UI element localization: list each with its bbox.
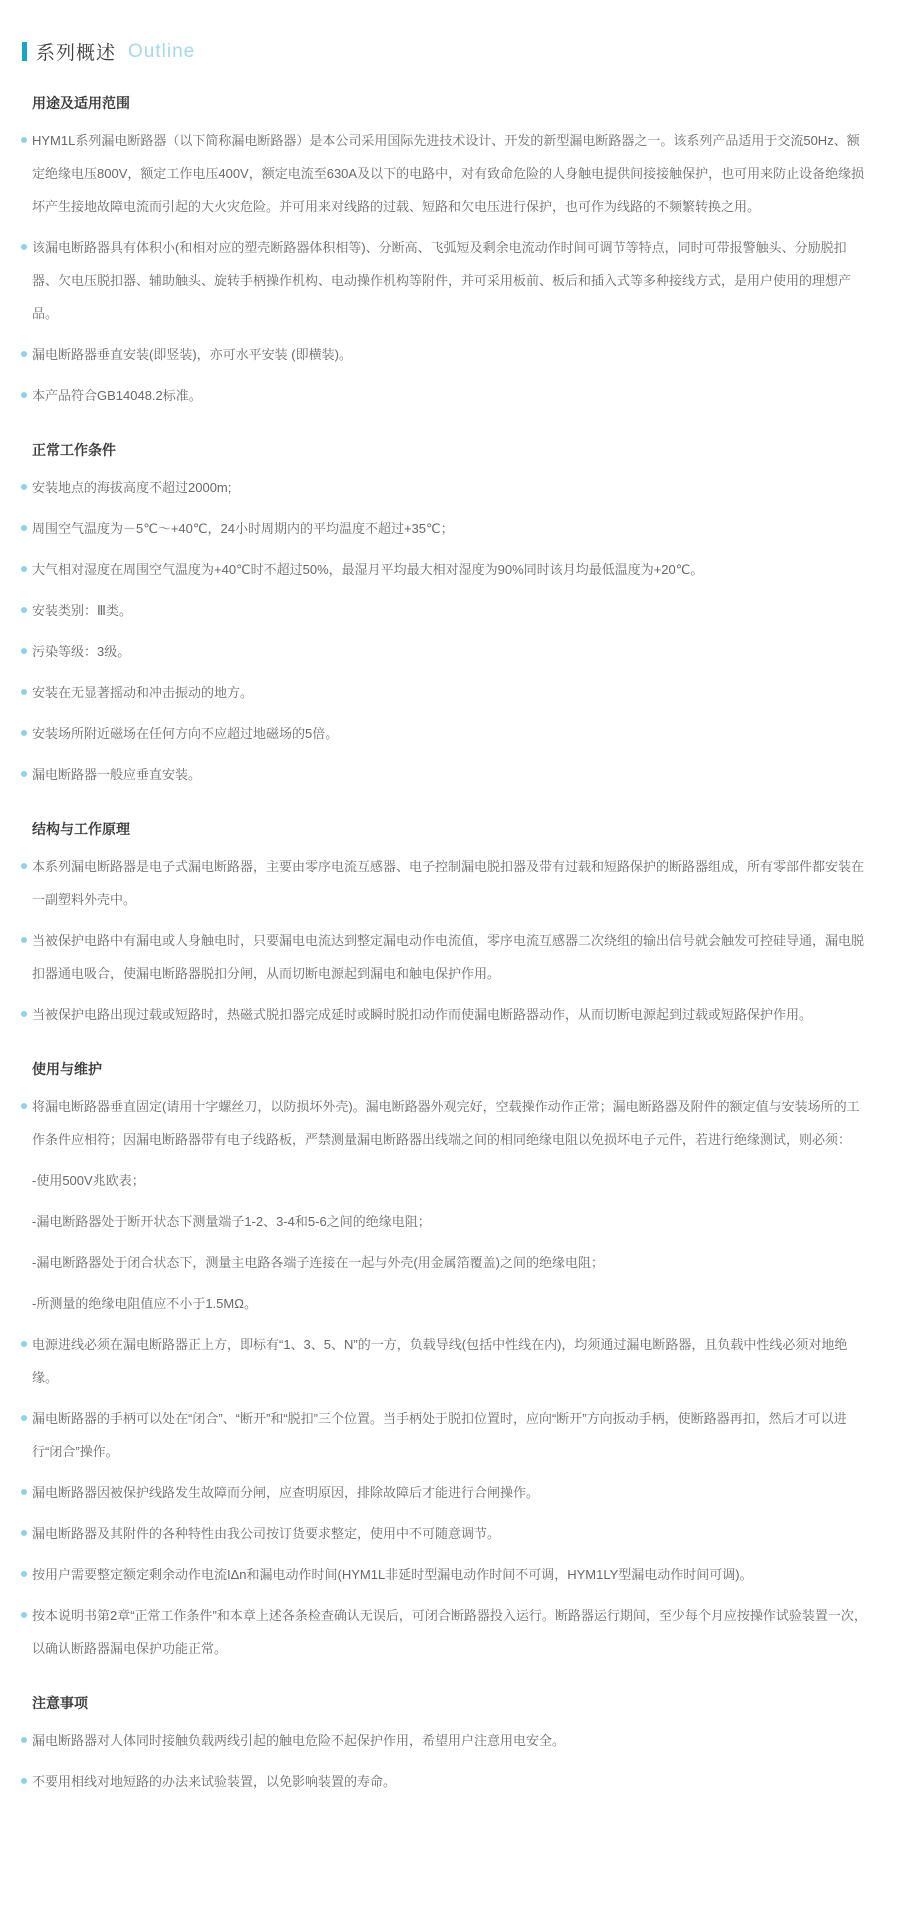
- bullet-icon: [21, 137, 27, 143]
- paragraph-text: 漏电断路器因被保护线路发生故障而分闸，应查明原因，排除故障后才能进行合闸操作。: [32, 1485, 540, 1500]
- section-heading: 正常工作条件: [32, 442, 116, 458]
- bullet-icon: [21, 1778, 27, 1784]
- sections-container: [22, 92, 868, 1798]
- bullet-item: [32, 1724, 868, 1757]
- bullet-item: [32, 1517, 868, 1550]
- paragraph-text: 安装场所附近磁场在任何方向不应超过地磁场的5倍。: [32, 726, 339, 741]
- bullet-icon: [21, 1612, 27, 1618]
- paragraph-text: 漏电断路器一般应垂直安装。: [32, 767, 202, 782]
- paragraph-text: 当被保护电路中有漏电或人身触电时，只要漏电电流达到整定漏电动作电流值，零序电流互感器二次绕组的输出信号就会触发可控硅导通，漏电脱扣器通电吸合，使漏电断路器脱扣分闸，从而切断电源起到漏电和触电保护作用。: [32, 933, 865, 981]
- paragraph-text: 电源进线必须在漏电断路器正上方，即标有“1、3、5、N”的一方，负载导线(包括中性线在内)，均须通过漏电断路器，且负载中性线必须对地绝缘。: [32, 1337, 848, 1385]
- bullet-item: [32, 717, 868, 750]
- bullet-icon: [21, 771, 27, 777]
- paragraph-text: 本产品符合GB14048.2标准。: [32, 388, 202, 403]
- bullet-icon: [21, 525, 27, 531]
- paragraph-text: 漏电断路器及其附件的各种特性由我公司按订货要求整定，使用中不可随意调节。: [32, 1526, 501, 1541]
- bullet-item: [32, 1090, 868, 1156]
- sub-line: [32, 1205, 868, 1238]
- bullet-item: [32, 379, 868, 412]
- bullet-icon: [21, 1341, 27, 1347]
- bullet-icon: [21, 1103, 27, 1109]
- bullet-icon: [21, 566, 27, 572]
- sub-line: [32, 1164, 868, 1197]
- paragraph-text: 漏电断路器对人体同时接触负载两线引起的触电危险不起保护作用，希望用户注意用电安全。: [32, 1733, 566, 1748]
- bullet-item: [32, 1476, 868, 1509]
- page-title: [22, 38, 868, 65]
- sub-line: [32, 1287, 868, 1320]
- bullet-item: [32, 1402, 868, 1468]
- paragraph-text: 本系列漏电断路器是电子式漏电断路器，主要由零序电流互感器、电子控制漏电脱扣器及带有过载和短路保护的断路器组成，所有零部件都安装在一副塑料外壳中。: [32, 859, 865, 907]
- bullet-item: [32, 231, 868, 330]
- paragraph-text: 安装在无显著摇动和冲击振动的地方。: [32, 685, 254, 700]
- paragraph-text: 不要用相线对地短路的办法来试验装置，以免影响装置的寿命。: [32, 1774, 397, 1789]
- paragraph-text: -漏电断路器处于断开状态下测量端子1-2、3-4和5-6之间的绝缘电阻；: [32, 1214, 431, 1229]
- bullet-icon: [21, 607, 27, 613]
- section-heading: 用途及适用范围: [32, 95, 130, 111]
- section-heading: 使用与维护: [32, 1061, 102, 1077]
- paragraph-text: HYM1L系列漏电断路器（以下简称漏电断路器）是本公司采用国际先进技术设计、开发的新型漏电断路器之一。该系列产品适用于交流50Hz、额定绝缘电压800V，额定工作电压400V，额定电流至630A及以下的电路中，对有致命危险的人身触电提供间接接触保护，也可用来防止设备绝缘损坏产生接地故障电流而引起的大火灾危险。并可用来对线路的过载、短路和欠电压进行保护，也可作为线路的不频繁转换之用。: [32, 133, 865, 214]
- section-heading: 结构与工作原理: [32, 821, 130, 837]
- bullet-icon: [21, 689, 27, 695]
- bullet-item: [32, 1599, 868, 1665]
- paragraph-text: 按用户需要整定额定剩余动作电流IΔn和漏电动作时间(HYM1L非延时型漏电动作时间不可调，HYM1LY型漏电动作时间可调)。: [32, 1567, 753, 1582]
- bullet-icon: [21, 244, 27, 250]
- paragraph-text: 将漏电断路器垂直固定(请用十字螺丝刀，以防损坏外壳)。漏电断路器外观完好，空载操作动作正常；漏电断路器及附件的额定值与安装场所的工作条件应相符；因漏电断路器带有电子线路板，严禁测量漏电断路器出线端之间的相同绝缘电阻以免损坏电子元件，若进行绝缘测试，则必须：: [32, 1099, 860, 1147]
- sub-line: [32, 1246, 868, 1279]
- bullet-icon: [21, 1737, 27, 1743]
- bullet-item: [32, 338, 868, 371]
- accent-bar-icon: [22, 42, 27, 61]
- paragraph-text: 漏电断路器垂直安装(即竖装)，亦可水平安装 (即横装)。: [32, 347, 352, 362]
- bullet-icon: [21, 1415, 27, 1421]
- bullet-item: [32, 512, 868, 545]
- paragraph-text: 大气相对湿度在周围空气温度为+40℃时不超过50%，最湿月平均最大相对湿度为90%同时该月均最低温度为+20℃。: [32, 562, 704, 577]
- bullet-icon: [21, 351, 27, 357]
- bullet-icon: [21, 863, 27, 869]
- bullet-item: [32, 471, 868, 504]
- paragraph-text: 按本说明书第2章“正常工作条件”和本章上述各条检查确认无误后，可闭合断路器投入运行。断路器运行期间，至少每个月应按操作试验装置一次，以确认断路器漏电保护功能正常。: [32, 1608, 867, 1656]
- bullet-icon: [21, 1530, 27, 1536]
- paragraph-text: -漏电断路器处于闭合状态下，测量主电路各端子连接在一起与外壳(用金属箔覆盖)之间的绝缘电阻；: [32, 1255, 604, 1270]
- bullet-icon: [21, 1489, 27, 1495]
- bullet-icon: [21, 484, 27, 490]
- page-title-en: Outline: [128, 40, 196, 62]
- bullet-item: [32, 553, 868, 586]
- bullet-icon: [21, 1571, 27, 1577]
- bullet-item: [32, 998, 868, 1031]
- bullet-item: [32, 1558, 868, 1591]
- page-title-zh: 系列概述: [36, 43, 117, 64]
- bullet-item: [32, 635, 868, 668]
- paragraph-text: 当被保护电路出现过载或短路时，热磁式脱扣器完成延时或瞬时脱扣动作而使漏电断路器动作，从而切断电源起到过载或短路保护作用。: [32, 1007, 813, 1022]
- paragraph-text: 该漏电断路器具有体积小(和相对应的塑壳断路器体积相等)、分断高、飞弧短及剩余电流动作时间可调节等特点，同时可带报警触头、分励脱扣器、欠电压脱扣器、辅助触头、旋转手柄操作机构、电动操作机构等附件，并可采用板前、板后和插入式等多种接线方式，是用户使用的理想产品。: [32, 240, 852, 321]
- paragraph-text: -使用500V兆欧表；: [32, 1173, 145, 1188]
- bullet-icon: [21, 1011, 27, 1017]
- bullet-item: [32, 594, 868, 627]
- paragraph-text: 周围空气温度为－5℃～+40℃，24小时周期内的平均温度不超过+35℃；: [32, 521, 454, 536]
- bullet-icon: [21, 392, 27, 398]
- bullet-item: [32, 758, 868, 791]
- bullet-item: [32, 1765, 868, 1798]
- section-heading: 注意事项: [32, 1695, 88, 1711]
- paragraph-text: -所测量的绝缘电阻值应不小于1.5MΩ。: [32, 1296, 257, 1311]
- bullet-icon: [21, 648, 27, 654]
- paragraph-text: 安装地点的海拔高度不超过2000m;: [32, 480, 232, 495]
- bullet-icon: [21, 730, 27, 736]
- bullet-item: [32, 850, 868, 916]
- bullet-item: [32, 1328, 868, 1394]
- bullet-item: [32, 676, 868, 709]
- bullet-item: [32, 124, 868, 223]
- paragraph-text: 安装类别：Ⅲ类。: [32, 603, 132, 618]
- paragraph-text: 污染等级：3级。: [32, 644, 131, 659]
- paragraph-text: 漏电断路器的手柄可以处在“闭合”、“断开”和“脱扣”三个位置。当手柄处于脱扣位置时，应向“断开”方向扳动手柄，使断路器再扣，然后才可以进行“闭合”操作。: [32, 1411, 847, 1459]
- bullet-icon: [21, 937, 27, 943]
- bullet-item: [32, 924, 868, 990]
